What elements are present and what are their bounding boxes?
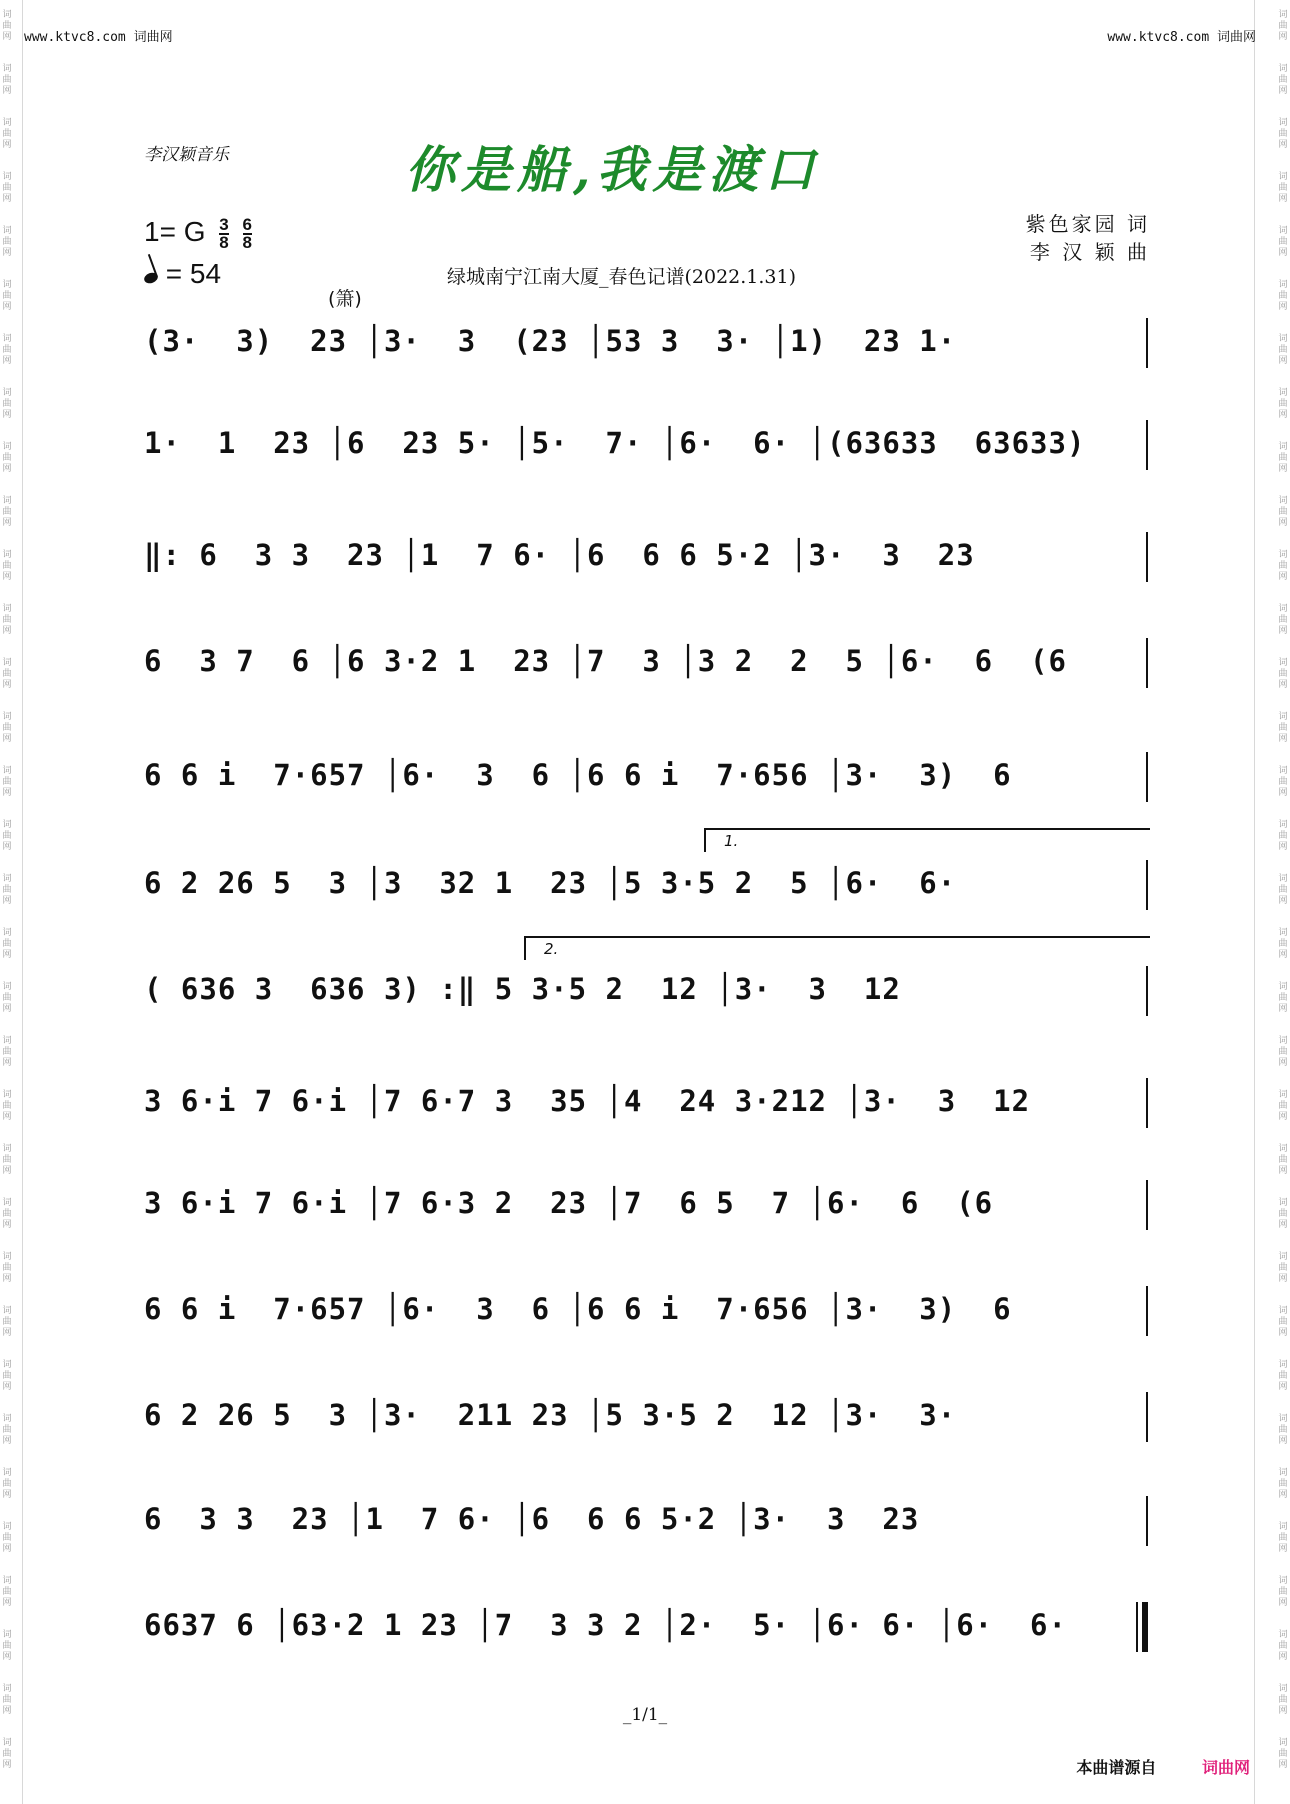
score-line-text: 1· 1 23 │6 23 5· │5· 7· │6· 6· │(63633 63633) [144,426,1086,460]
side-watermark-text: 词曲网 [1278,388,1288,420]
side-watermark-text: 词曲网 [1278,10,1288,42]
side-watermark-text: 词曲网 [1278,1468,1288,1500]
side-watermark-text: 词曲网 [2,928,12,960]
side-watermark-text: 词曲网 [1278,982,1288,1014]
score-line-text: ( 636 3 636 3) :‖ 5 3·5 2 12 │3· 3 12 [144,972,901,1006]
quarter-note-icon [143,271,160,285]
side-watermark-text: 词曲网 [1278,1738,1288,1770]
score-line [144,532,1148,582]
side-watermark-text: 词曲网 [1278,604,1288,636]
score-line [144,1286,1148,1336]
side-watermark-text: 词曲网 [2,1522,12,1554]
score-line [144,638,1148,688]
side-watermark-text: 词曲网 [1278,1360,1288,1392]
left-watermark-strip [0,0,14,1804]
page-number: _1/1_ [622,1705,668,1725]
side-watermark-text: 词曲网 [1278,64,1288,96]
barline [1146,532,1148,582]
score-line [144,1180,1148,1230]
time-sig-1-denominator: 8 [219,232,229,252]
side-watermark-text: 词曲网 [2,1144,12,1176]
score-line [144,966,1148,1016]
song-title: 你是船,我是渡口 [405,140,821,199]
tempo-marking [144,258,221,290]
side-watermark-text: 词曲网 [1278,334,1288,366]
score-line-text: 6 3 7 6 │6 3·2 1 23 │7 3 │3 2 2 5 │6· 6 (6 [144,644,1067,678]
site-link-left[interactable] [24,26,173,45]
side-watermark-text: 词曲网 [2,1036,12,1068]
right-watermark-strip [1276,0,1290,1804]
time-sig-1-numerator: 3 [219,214,229,234]
barline [1146,1496,1148,1546]
time-signature-3-8 [219,214,229,252]
side-watermark-text: 词曲网 [1278,496,1288,528]
side-watermark-text: 词曲网 [1278,658,1288,690]
side-watermark-text: 词曲网 [1278,820,1288,852]
side-watermark-text: 词曲网 [1278,1036,1288,1068]
composer-credit: 李 汉 颖 曲 [1029,240,1150,264]
barline [1146,966,1148,1016]
side-watermark-text: 词曲网 [2,1738,12,1770]
side-watermark-text: 词曲网 [1278,280,1288,312]
barline [1146,1286,1148,1336]
side-watermark-text: 词曲网 [1278,1684,1288,1716]
credits [1026,210,1150,266]
side-watermark-text: 词曲网 [1278,766,1288,798]
score-line-text: 6637 6 │63·2 1 23 │7 3 3 2 │2· 5· │6· 6· │6· 6· [144,1608,1067,1642]
first-ending-label: 1. [724,832,739,850]
side-watermark-text: 词曲网 [1278,1414,1288,1446]
score-line [144,752,1148,802]
side-watermark-text: 词曲网 [2,64,12,96]
score-line-text: 6 6 i 7·657 │6· 3 6 │6 6 i 7·656 │3· 3) 6 [144,1292,1012,1326]
side-watermark-text: 词曲网 [1278,712,1288,744]
score-line [144,860,1148,910]
side-watermark-text: 词曲网 [1278,1144,1288,1176]
barline [1146,1180,1148,1230]
side-watermark-text: 词曲网 [1278,1630,1288,1662]
barline [1136,1602,1138,1652]
tempo-value: = 54 [165,258,222,289]
source-label: 本曲谱源自 [1076,1758,1157,1777]
side-watermark-text: 词曲网 [1278,928,1288,960]
second-ending-label: 2. [544,940,559,958]
side-watermark-text: 词曲网 [2,226,12,258]
score-line [144,1392,1148,1442]
side-watermark-text: 词曲网 [2,820,12,852]
barline [1146,1078,1148,1128]
barline [1146,638,1148,688]
side-watermark-text: 词曲网 [2,1360,12,1392]
side-watermark-text: 词曲网 [2,172,12,204]
score-line [144,420,1148,470]
site-url-left[interactable]: www.ktvc8.com [24,30,126,45]
time-sig-2-denominator: 8 [242,232,252,252]
barline [1146,420,1148,470]
side-watermark-text: 词曲网 [1278,172,1288,204]
score-line [144,1602,1148,1652]
barline [1146,752,1148,802]
barline [1146,318,1148,368]
lyricist-credit: 紫色家园 词 [1025,212,1150,236]
side-watermark-text: 词曲网 [2,550,12,582]
side-watermark-text: 词曲网 [1278,550,1288,582]
score-line [144,1078,1148,1128]
site-name-right[interactable]: 词曲网 [1216,30,1256,45]
score-line-text: 6 2 26 5 3 │3 32 1 23 │5 3·5 2 5 │6· 6· [144,866,957,900]
side-watermark-text: 词曲网 [2,1090,12,1122]
first-ending-bracket [704,828,1150,852]
side-watermark-text: 词曲网 [2,10,12,42]
side-watermark-text: 词曲网 [1278,874,1288,906]
site-link-right[interactable] [1107,26,1256,45]
final-barline [1142,1602,1148,1652]
side-watermark-text: 词曲网 [2,712,12,744]
side-watermark-text: 词曲网 [2,496,12,528]
side-watermark-text: 词曲网 [2,442,12,474]
side-watermark-text: 词曲网 [1278,1198,1288,1230]
side-watermark-text: 词曲网 [1278,1522,1288,1554]
score-line [144,1496,1148,1546]
score-line-text: 6 6 i 7·657 │6· 3 6 │6 6 i 7·656 │3· 3) 6 [144,758,1012,792]
side-watermark-text: 词曲网 [2,1198,12,1230]
side-watermark-text: 词曲网 [2,1414,12,1446]
time-sig-2-numerator: 6 [242,214,252,234]
side-watermark-text: 词曲网 [2,118,12,150]
side-watermark-text: 词曲网 [1278,1090,1288,1122]
key-signature: 1= G [144,216,206,247]
side-watermark-text: 词曲网 [2,982,12,1014]
studio-label: 李汉颖音乐 [144,145,229,165]
barline [1146,1392,1148,1442]
instrument-mark: (箫) [328,288,362,310]
side-watermark-text: 词曲网 [2,874,12,906]
side-watermark-text: 词曲网 [2,280,12,312]
side-watermark-text: 词曲网 [2,1468,12,1500]
side-watermark-text: 词曲网 [2,388,12,420]
site-name-left[interactable]: 词曲网 [133,30,173,45]
time-signature-6-8 [242,214,252,252]
transcription-source: 绿城南宁江南大厦_春色记谱(2022.1.31) [447,266,797,288]
second-ending-bracket [524,936,1150,960]
source-footer [1076,1755,1250,1778]
score-line-text: (3· 3) 23 │3· 3 (23 │53 3 3· │1) 23 1· [144,324,957,358]
barline [1146,860,1148,910]
key-and-time-signature [144,216,252,251]
side-watermark-text: 词曲网 [2,1576,12,1608]
side-watermark-text: 词曲网 [2,766,12,798]
score-line-text: 3 6·i 7 6·i │7 6·7 3 35 │4 24 3·212 │3· 3 12 [144,1084,1031,1118]
side-watermark-text: 词曲网 [1278,1576,1288,1608]
side-watermark-text: 词曲网 [1278,442,1288,474]
side-watermark-text: 词曲网 [1278,118,1288,150]
side-watermark-text: 词曲网 [1278,1252,1288,1284]
score-line-text: 6 2 26 5 3 │3· 211 23 │5 3·5 2 12 │3· 3· [144,1398,957,1432]
side-watermark-text: 词曲网 [2,1252,12,1284]
side-watermark-text: 词曲网 [1278,226,1288,258]
score-line-text: 6 3 3 23 │1 7 6· │6 6 6 5·2 │3· 3 23 [144,1502,920,1536]
side-watermark-text: 词曲网 [1278,1306,1288,1338]
side-watermark-text: 词曲网 [2,1306,12,1338]
side-watermark-text: 词曲网 [2,1684,12,1716]
score-line [144,318,1148,368]
side-watermark-text: 词曲网 [2,658,12,690]
score-line-text: ‖: 6 3 3 23 │1 7 6· │6 6 6 5·2 │3· 3 23 [144,538,975,572]
site-url-right[interactable]: www.ktvc8.com [1107,30,1210,45]
brand-link[interactable]: 词曲网 [1201,1758,1250,1777]
side-watermark-text: 词曲网 [2,1630,12,1662]
side-watermark-text: 词曲网 [2,334,12,366]
side-watermark-text: 词曲网 [2,604,12,636]
score-line-text: 3 6·i 7 6·i │7 6·3 2 23 │7 6 5 7 │6· 6 (6 [144,1186,994,1220]
